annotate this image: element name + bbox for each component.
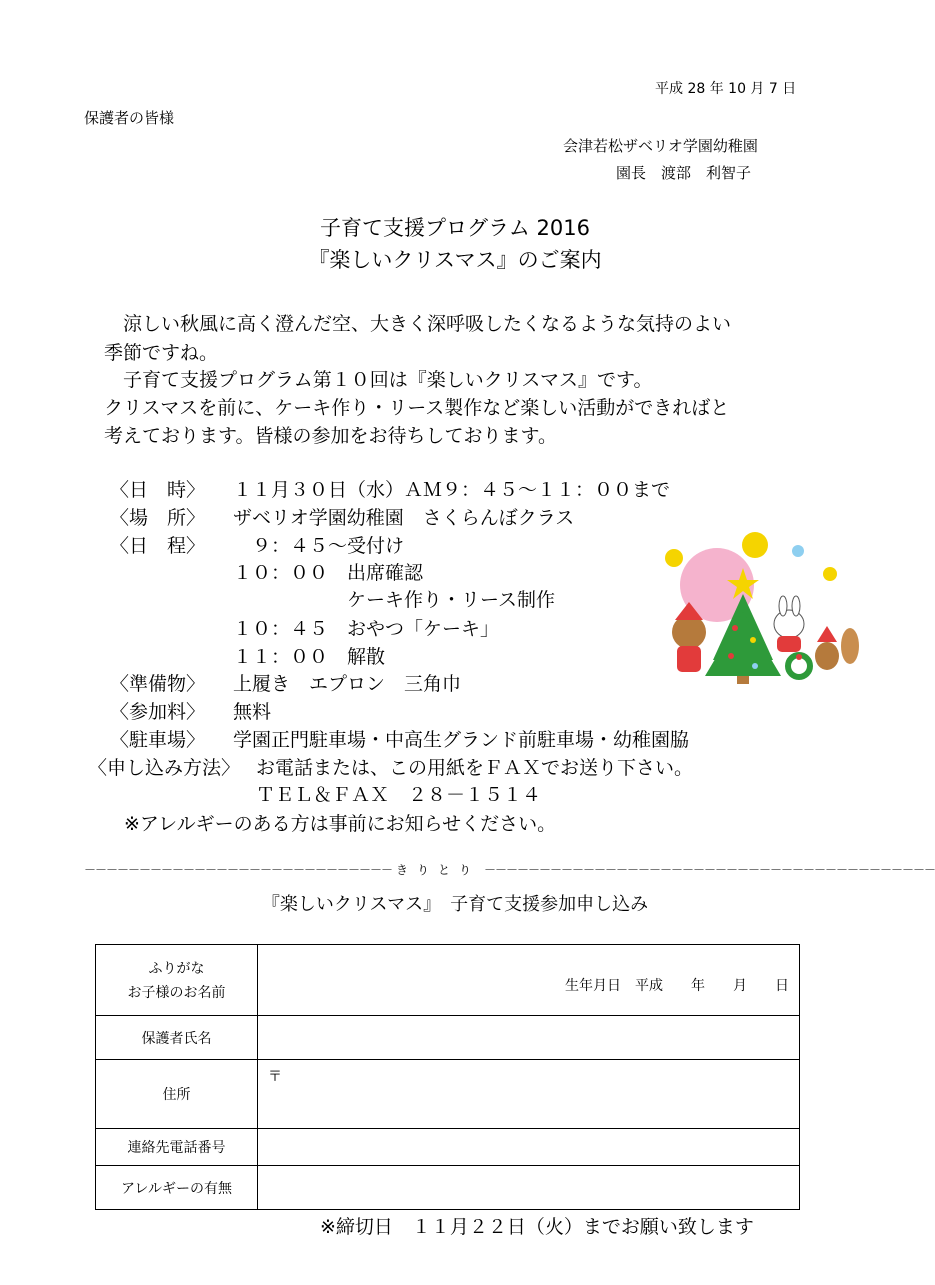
place-label: 〈場 所〉 [110, 507, 206, 529]
table-row [96, 1016, 800, 1060]
place-value: ザベリオ学園幼稚園 さくらんぼクラス [233, 507, 575, 529]
yellow-circle-decoration [742, 532, 768, 558]
table-row [96, 945, 800, 1016]
principal-name: 園長 渡部 利智子 [616, 164, 752, 182]
allergy-label: アレルギーの有無 [96, 1166, 258, 1210]
postal-mark: 〒 [268, 1069, 282, 1085]
rabbit-icon [774, 610, 804, 638]
fee-value: 無料 [233, 701, 272, 723]
apply-label: 〈申し込み方法〉 [88, 757, 241, 779]
page-subtitle: 『楽しいクリスマス』のご案内 [308, 248, 602, 272]
schedule-label: 〈日 程〉 [110, 535, 206, 557]
birthdate-label: 生年月日 平成 年 月 日 [565, 978, 789, 994]
intro-line-1: 涼しい秋風に高く澄んだ空、大きく深呼吸したくなるような気持のよい [104, 313, 732, 335]
child-name-field[interactable] [258, 945, 800, 1016]
recipient: 保護者の皆様 [84, 109, 175, 127]
phone-label: 連絡先電話番号 [96, 1129, 258, 1166]
address-label: 住所 [96, 1060, 258, 1129]
address-field[interactable] [258, 1060, 800, 1129]
table-row [96, 1166, 800, 1210]
apply-value: お電話または、この用紙をＦＡＸでお送り下さい。 [256, 757, 694, 779]
datetime-label: 〈日 時〉 [110, 479, 206, 501]
furigana-label: ふりがな [148, 961, 205, 977]
table-row [96, 1129, 800, 1166]
parking-label: 〈駐車場〉 [110, 729, 206, 751]
guardian-name-field[interactable] [258, 1016, 800, 1060]
schedule-item: １１：００ 解散 [233, 646, 386, 668]
table-row [96, 1060, 800, 1129]
intro-line-4: クリスマスを前に、ケーキ作り・リース製作など楽しい活動ができればと [104, 397, 730, 419]
cut-line: －－－－－－－－－－－－－－－－－－－－－－－－－－－－ きりとり －－－－－－－－－－－－－－－－－－－－－－－－－－－－－－－－－－－－－－－－－ [84, 863, 935, 877]
schedule-item: １０：４５ おやつ「ケーキ」 [233, 618, 500, 640]
date: 平成 28 年 10 月 7 日 [655, 81, 797, 97]
page-title: 子育て支援プログラム 2016 [320, 216, 590, 240]
child-name-label: お子様のお名前 [127, 985, 226, 1001]
fee-label: 〈参加料〉 [110, 701, 206, 723]
schedule-item: １０：００ 出席確認 [233, 562, 424, 584]
guardian-label: 保護者氏名 [96, 1016, 258, 1060]
intro-line-2: 季節ですね。 [104, 342, 219, 364]
tel-fax: ＴＥＬ＆ＦＡＸ ２８－１５１４ [256, 784, 542, 806]
parking-value: 学園正門駐車場・中高生グランド前駐車場・幼稚園脇 [233, 729, 690, 751]
deadline-note: ※締切日 １１月２２日（火）までお願い致します [320, 1216, 754, 1238]
chick-icon [823, 567, 837, 581]
christmas-illustration [655, 528, 865, 698]
items-label: 〈準備物〉 [110, 673, 206, 695]
cut-label: きりとり [396, 863, 481, 877]
intro-line-3: 子育て支援プログラム第１０回は『楽しいクリスマス』です。 [104, 369, 653, 391]
allergy-note: ※アレルギーのある方は事前にお知らせください。 [124, 813, 557, 835]
form-title: 『楽しいクリスマス』 子育て支援参加申し込み [261, 894, 649, 915]
child-name-label-cell [96, 945, 258, 1016]
sun-face-icon [665, 549, 683, 567]
blue-circle-decoration [792, 545, 804, 557]
bear-icon [672, 615, 706, 649]
phone-field[interactable] [258, 1129, 800, 1166]
schedule-item: ９：４５～受付け [233, 535, 405, 557]
schedule-item: ケーキ作り・リース制作 [233, 589, 556, 611]
items-value: 上履き エプロン 三角巾 [233, 673, 462, 695]
datetime-value: １１月３０日（水）ＡＭ９：４５～１１：００まで [233, 479, 671, 501]
application-form [95, 944, 800, 1210]
school-name: 会津若松ザベリオ学園幼稚園 [563, 137, 758, 155]
squirrel-icon [815, 642, 839, 670]
intro-line-5: 考えております。皆様の参加をお待ちしております。 [104, 425, 557, 447]
allergy-field[interactable] [258, 1166, 800, 1210]
